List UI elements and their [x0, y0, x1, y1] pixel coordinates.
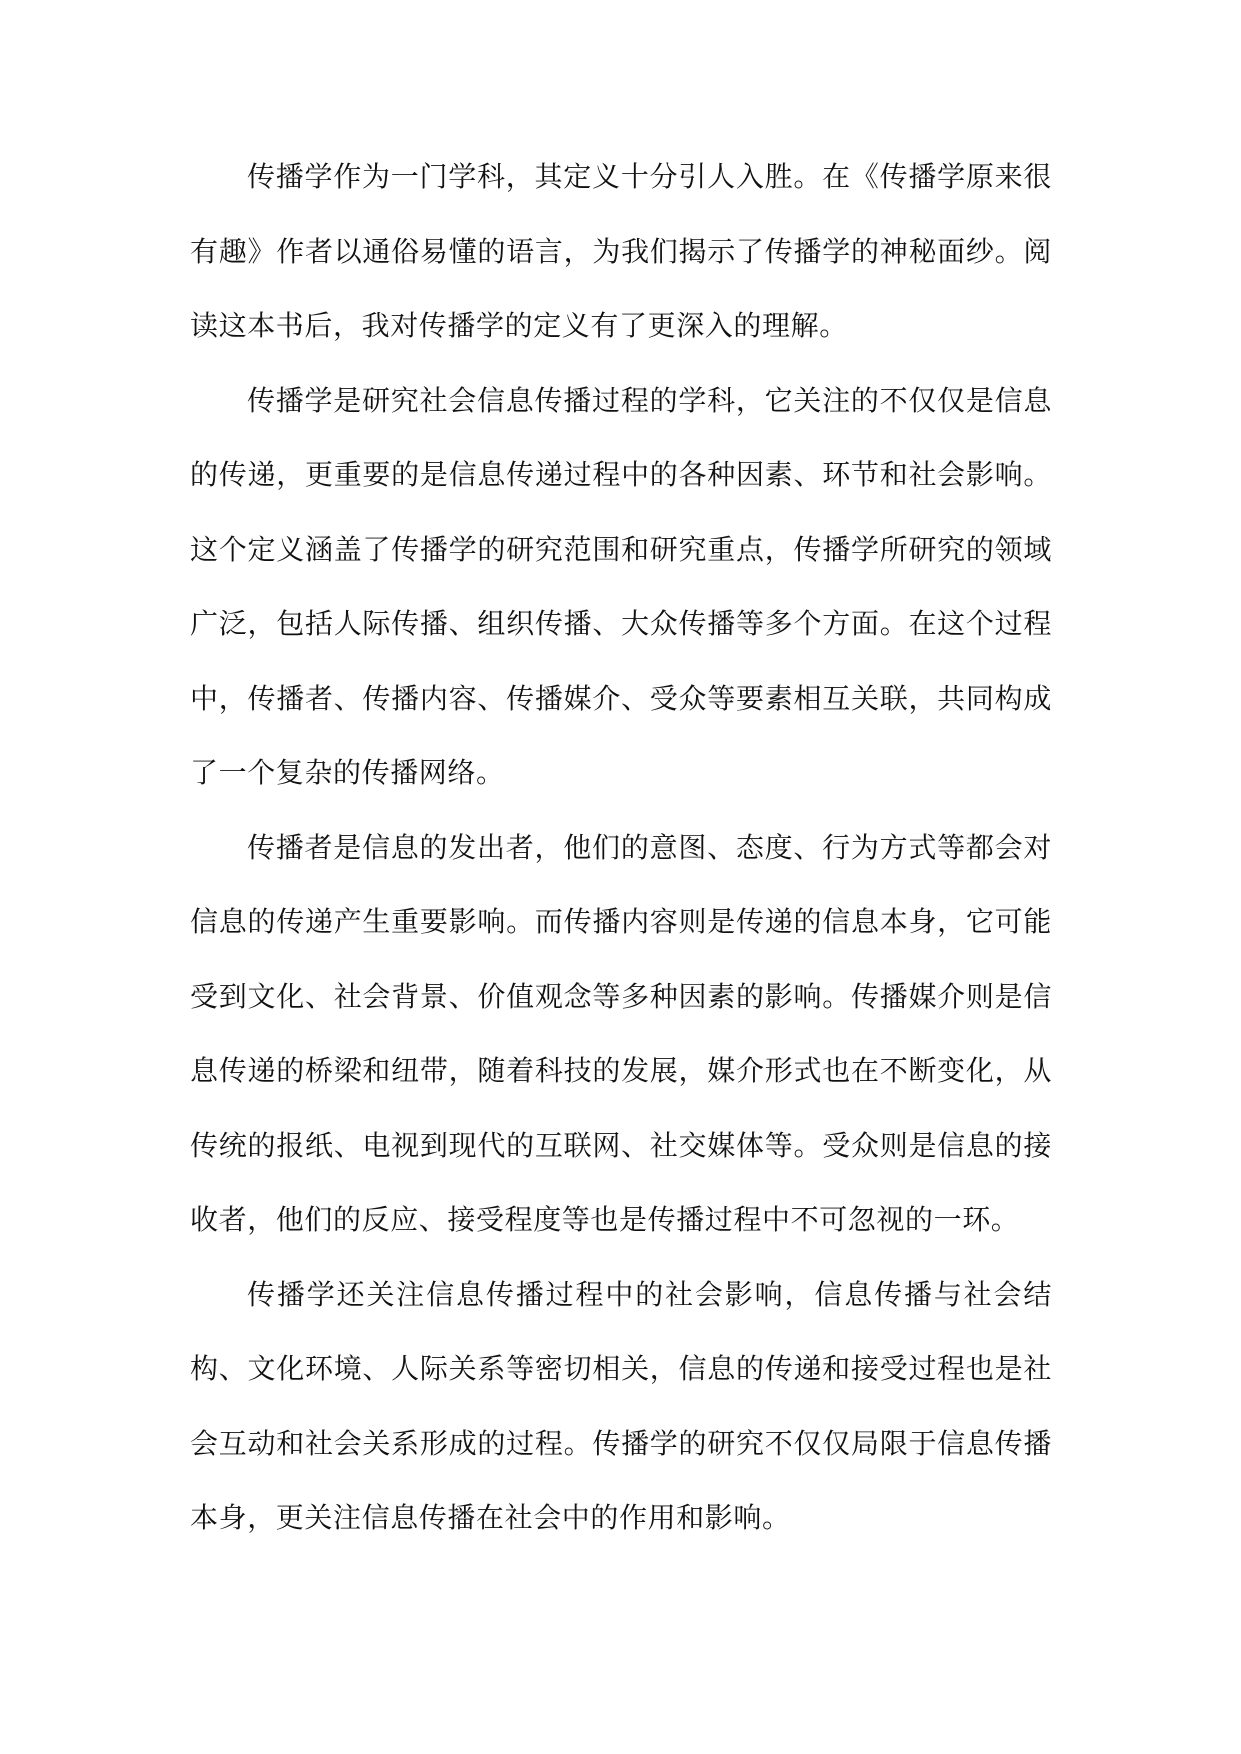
paragraph-4: 传播学还关注信息传播过程中的社会影响，信息传播与社会结构、文化环境、人际关系等密切相关，信息的传递和接受过程也是社会互动和社会关系形成的过程。传播学的研究不仅仅局限于信息传播本身，更关注信息传播在社会中的作用和影响。	[190, 1277, 1052, 1534]
paragraph-1: 传播学作为一门学科，其定义十分引人入胜。在《传播学原来很有趣》作者以通俗易懂的语言，为我们揭示了传播学的神秘面纱。阅读这本书后，我对传播学的定义有了更深入的理解。	[190, 160, 1052, 342]
paragraph-3: 传播者是信息的发出者，他们的意图、态度、行为方式等都会对信息的传递产生重要影响。而传播内容则是传递的信息本身，它可能受到文化、社会背景、价值观念等多种因素的影响。传播媒介则是信息传递的桥梁和纽带，随着科技的发展，媒介形式也在不断变化，从传统的报纸、电视到现代的互联网、社交媒体等。受众则是信息的接收者，他们的反应、接受程度等也是传播过程中不可忽视的一环。	[190, 830, 1052, 1236]
document-body	[190, 140, 1052, 1556]
paragraph-2: 传播学是研究社会信息传播过程的学科，它关注的不仅仅是信息的传递，更重要的是信息传递过程中的各种因素、环节和社会影响。这个定义涵盖了传播学的研究范围和研究重点，传播学所研究的领域广泛，包括人际传播、组织传播、大众传播等多个方面。在这个过程中，传播者、传播内容、传播媒介、受众等要素相互关联，共同构成了一个复杂的传播网络。	[190, 383, 1052, 789]
